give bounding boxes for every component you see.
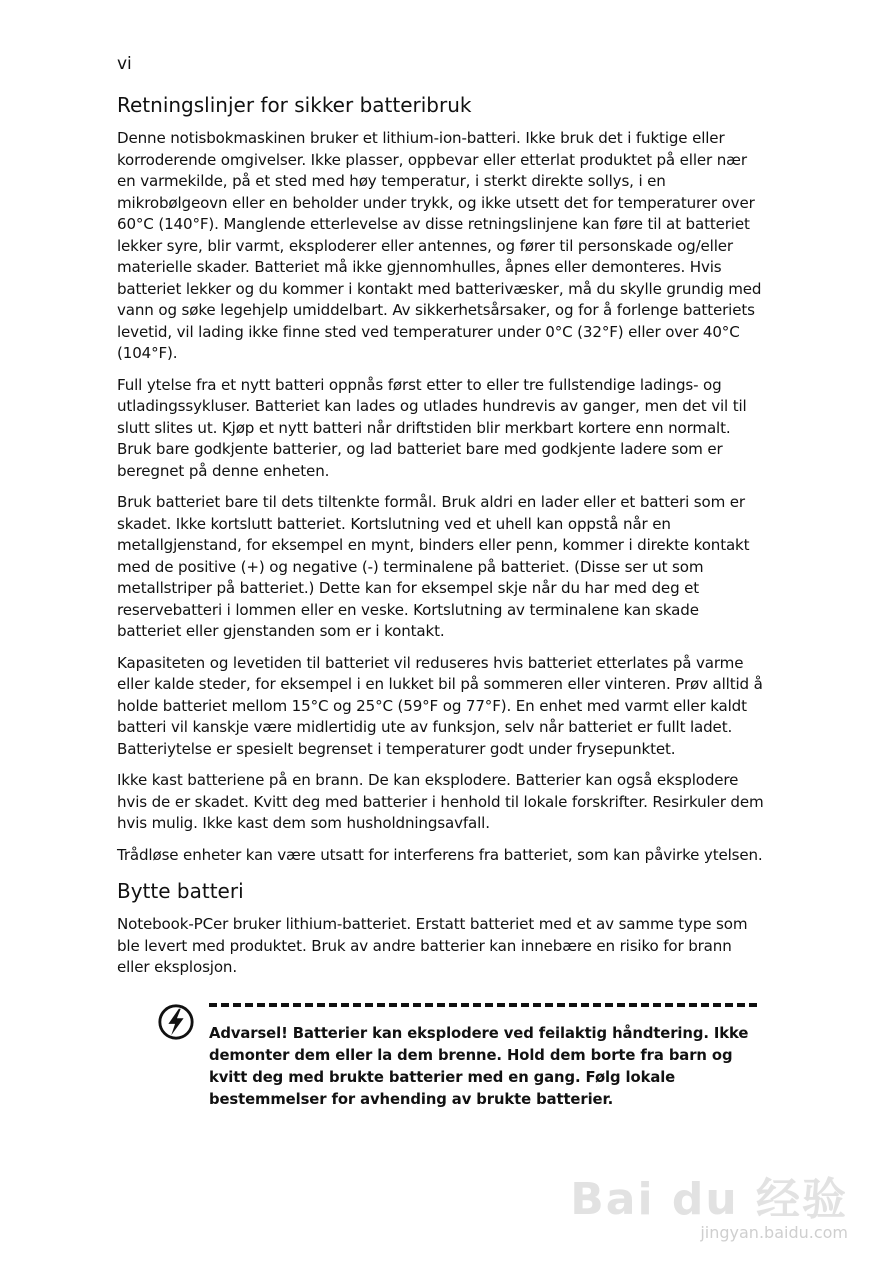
warning-box xyxy=(157,1003,757,1111)
paragraph: Denne notisbokmaskinen bruker et lithium-ion-batteri. Ikke bruk det i fuktige eller korroderende omgivelser. Ikke plasser, oppbevar eller etterlat produktet på eller nær en varmekilde, på et sted med høy temperatur, i sterkt direkte sollys, i en mikrobølgeovn eller en beholder under trykk, og ikke utsett det for temperaturer over 60°C (140°F). Manglende etterlevelse av disse retningslinjene kan føre til at batteriet lekker syre, blir varmt, eksploderer eller antennes, og fører til personskade og/eller materielle skader. Batteriet må ikke gjennomhulles, åpnes eller demonteres. Hvis batteriet lekker og du kommer i kontakt med batterivæsker, må du skylle grundig med vann og søke legehjelp umiddelbart. Av sikkerhetsårsaker, og for å forlenge batteriets levetid, vil lading ikke finne sted ved temperaturer under 0°C (32°F) eller over 40°C (104°F). xyxy=(117,129,762,362)
paragraph: Full ytelse fra et nytt batteri oppnås først etter to eller tre fullstendige ladings- og utladingssykluser. Batteriet kan lades og utlades hundrevis av ganger, men det vil til slutt slites ut. Kjøp et nytt batteri når driftstiden blir merkbart kortere enn normalt. Bruk bare godkjente batterier, og lad batteriet bare med godkjente ladere som er beregnet på denne enheten. xyxy=(117,375,747,480)
paragraph: Bruk batteriet bare til dets tiltenkte formål. Bruk aldri en lader eller et batteri som er skadet. Ikke kortslutt batteriet. Kortslutning ved et uhell kan oppstå når en metallgjenstand, for eksempel en mynt, binders eller penn, kommer i direkte kontakt med de positive (+) og negative (-) terminalene på batteriet. (Disse ser ut som metallstriper på batteriet.) Dette kan for eksempel skje når du har med deg et reservebatteri i lommen eller en veske. Kortslutning av terminalene kan skade batteriet eller gjenstanden som er i kontakt. xyxy=(117,493,750,640)
watermark xyxy=(570,1176,848,1242)
paragraph: Ikke kast batteriene på en brann. De kan eksplodere. Batterier kan også eksplodere hvis de er skadet. Kvitt deg med batterier i henhold til lokale forskrifter. Resirkuler dem hvis mulig. Ikke kast dem som husholdningsavfall. xyxy=(117,771,764,832)
warning-text: Advarsel! Batterier kan eksplodere ved feilaktig håndtering. Ikke demonter dem eller la dem brenne. Hold dem borte fra barn og kvitt deg med brukte batterier med en gang. Følg lokale bestemmelser for avhending av brukte batterier. xyxy=(209,1024,749,1108)
paragraph: Trådløse enheter kan være utsatt for interferens fra batteriet, som kan påvirke ytelsen. xyxy=(117,845,763,864)
warning-lightning-icon xyxy=(157,1003,195,1041)
page-number: vi xyxy=(117,54,132,74)
page-content xyxy=(117,92,765,1111)
warning-dashed-rule xyxy=(209,1003,757,1007)
paragraph: Kapasiteten og levetiden til batteriet vil reduseres hvis batteriet etterlates på varme eller kalde steder, for eksempel i en lukket bil på sommeren eller vinteren. Prøv alltid å holde batteriet mellom 15°C og 25°C (59°F og 77°F). En enhet med varmt eller kaldt batteri vil kanskje være midlertidig ute av funksjon, selv når batteriet er fullt ladet. Batteriytelse er spesielt begrenset i temperaturer godt under frysepunktet. xyxy=(117,653,763,758)
paragraph: Notebook-PCer bruker lithium-batteriet. Erstatt batteriet med et av samme type som ble levert med produktet. Bruk av andre batterier kan innebære en risiko for brann eller eksplosjon. xyxy=(117,915,748,976)
watermark-url: jingyan.baidu.com xyxy=(700,1223,848,1242)
watermark-logo: Bai du 经验 xyxy=(570,1174,848,1225)
section-title-safe-battery-use: Retningslinjer for sikker batteribruk xyxy=(117,93,472,117)
section-title-replace-battery: Bytte batteri xyxy=(117,879,244,903)
